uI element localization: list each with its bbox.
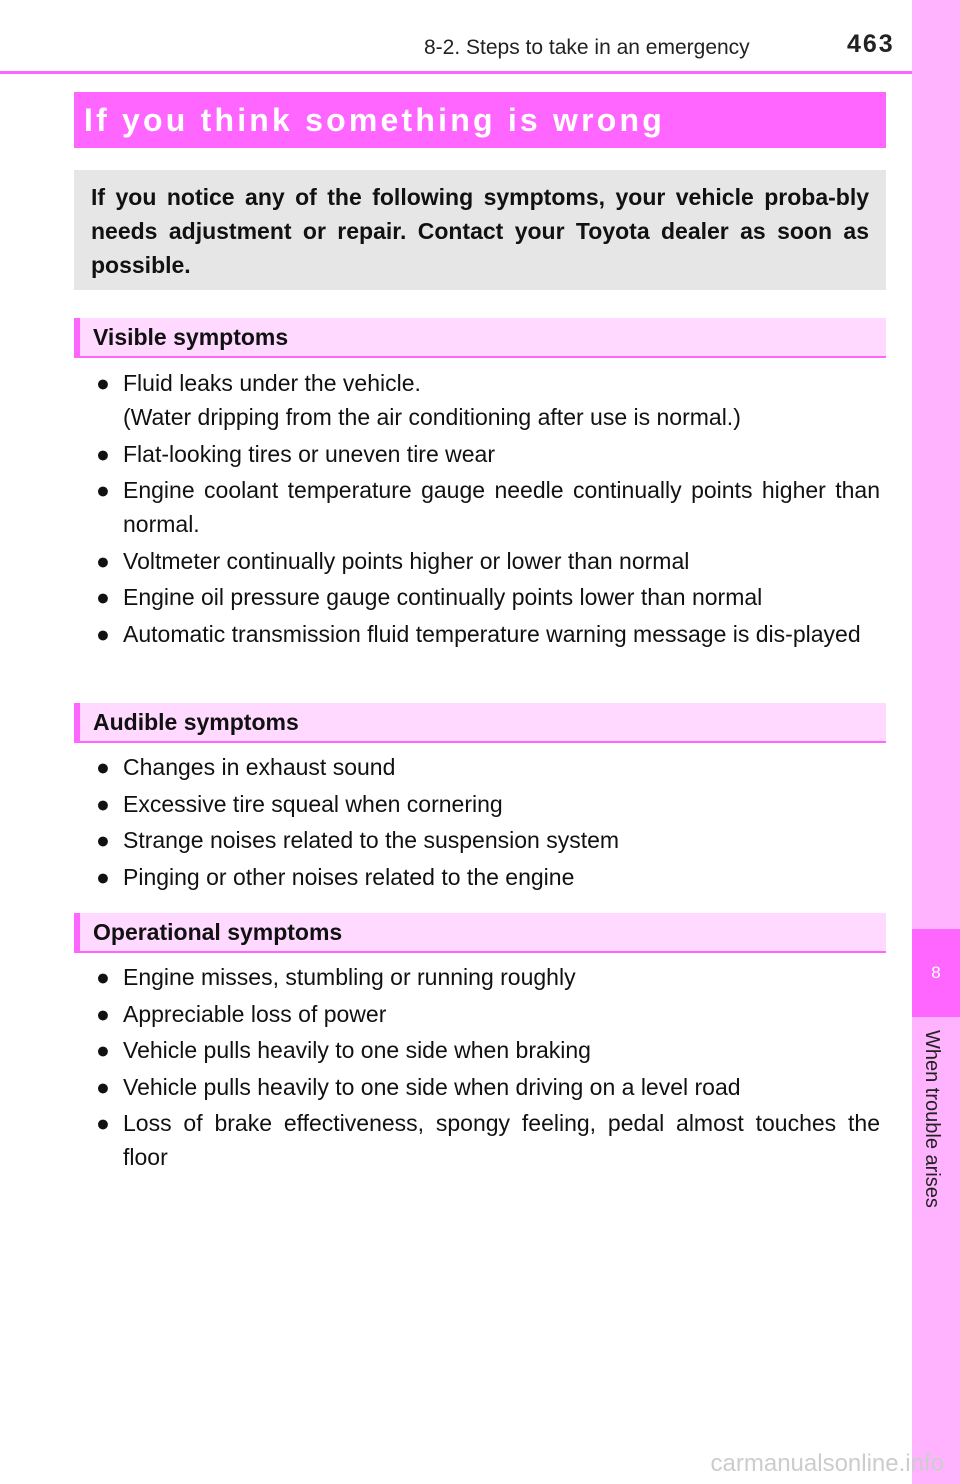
list-item: [96, 997, 880, 1031]
bullet-icon: ●: [96, 754, 110, 780]
item-text: Strange noises related to the suspension system: [123, 827, 620, 853]
bullet-icon: ●: [96, 1037, 110, 1063]
list-item: [96, 787, 880, 821]
item-text: Appreciable loss of power: [123, 1000, 387, 1027]
watermark: carmanualsonline.info: [710, 1450, 944, 1477]
bullet-icon: ●: [96, 1000, 110, 1027]
list-item: [96, 860, 880, 894]
item-text: Flat-looking tires or uneven tire wear: [123, 440, 495, 467]
chapter-number: 8: [931, 963, 941, 982]
item-text: Fluid leaks under the vehicle.: [123, 370, 421, 396]
bullet-icon: ●: [96, 863, 110, 890]
bullet-icon: ●: [96, 827, 110, 853]
bullet-icon: ●: [96, 620, 110, 647]
list-item: [96, 580, 880, 614]
intro-text: If you notice any of the following symptoms, your vehicle proba-bly needs adjustment or repair. Contact your Toyota dealer as soon as possible.: [91, 184, 869, 278]
operational-symptoms-list: [96, 960, 880, 1177]
item-text: Automatic transmission fluid temperature warning message is dis-played: [123, 620, 861, 647]
operational-symptoms-heading: [74, 913, 886, 953]
item-text: Engine oil pressure gauge continually points lower than normal: [123, 584, 763, 610]
list-item: [96, 1033, 880, 1067]
list-item: [96, 617, 880, 651]
bullet-icon: ●: [96, 440, 110, 467]
list-item: [96, 366, 880, 434]
item-text: Voltmeter continually points higher or lower than normal: [123, 547, 690, 574]
visible-symptoms-heading: [74, 318, 886, 358]
bullet-icon: ●: [96, 1110, 110, 1136]
header-rule: [0, 71, 912, 74]
item-text: Engine coolant temperature gauge needle continually points higher than normal.: [123, 477, 880, 537]
page-title: If you think something is wrong: [84, 101, 665, 138]
title-banner: [74, 92, 886, 148]
item-text: Loss of brake effectiveness, spongy feeling, pedal almost touches the floor: [123, 1110, 880, 1170]
subhead-text: Audible symptoms: [93, 708, 299, 735]
bullet-icon: ●: [96, 584, 110, 610]
bullet-icon: ●: [96, 477, 110, 503]
subhead-text: Visible symptoms: [93, 323, 289, 350]
item-text: Engine misses, stumbling or running roughly: [123, 964, 576, 990]
audible-symptoms-list: [96, 750, 880, 896]
item-text: Vehicle pulls heavily to one side when driving on a level road: [123, 1073, 741, 1100]
bullet-icon: ●: [96, 1073, 110, 1100]
item-text: Pinging or other noises related to the engine: [123, 863, 575, 890]
chapter-side-tab: [912, 0, 960, 1484]
bullet-icon: ●: [96, 790, 110, 817]
page-number: 463: [847, 30, 895, 58]
list-item: [96, 1106, 880, 1174]
visible-symptoms-list: [96, 366, 880, 653]
item-text: Excessive tire squeal when cornering: [123, 790, 503, 817]
bullet-icon: ●: [96, 964, 110, 990]
section-label: 8-2. Steps to take in an emergency: [424, 36, 750, 59]
bullet-icon: ●: [96, 370, 110, 396]
list-item: [96, 960, 880, 994]
item-text: Changes in exhaust sound: [123, 754, 396, 780]
chapter-number-box: [912, 929, 960, 1017]
audible-symptoms-heading: [74, 703, 886, 743]
list-item: [96, 473, 880, 541]
chapter-title: When trouble arises: [921, 1030, 943, 1208]
list-item: [96, 750, 880, 784]
list-item: [96, 823, 880, 857]
item-text: Vehicle pulls heavily to one side when braking: [123, 1037, 591, 1063]
item-note: (Water dripping from the air conditioning after use is normal.): [123, 404, 741, 430]
list-item: [96, 544, 880, 578]
list-item: [96, 1070, 880, 1104]
subhead-text: Operational symptoms: [93, 918, 343, 945]
list-item: [96, 437, 880, 471]
bullet-icon: ●: [96, 547, 110, 574]
intro-box: [74, 170, 886, 290]
